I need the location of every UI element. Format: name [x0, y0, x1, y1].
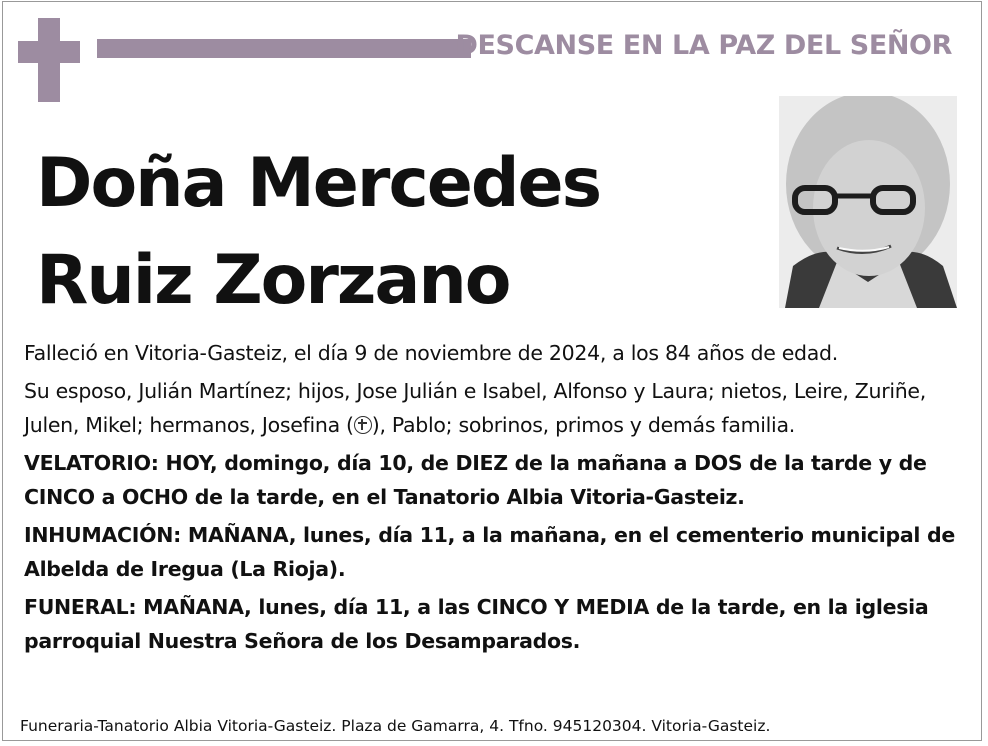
- wake-notice: VELATORIO: HOY, domingo, día 10, de DIEZ de la mañana a DOS de la tarde y de CINCO a OCHO de la tarde, en el Tanatorio Albia Vitoria-Gasteiz.: [24, 451, 927, 509]
- deceased-name: [36, 135, 600, 329]
- cross-in-circle-icon: [354, 416, 372, 434]
- header-rule: [97, 39, 471, 58]
- deceased-portrait: [779, 96, 957, 308]
- burial-notice: INHUMACIÓN: MAÑANA, lunes, día 11, a la mañana, en el cementerio municipal de Albelda de Iregua (La Rioja).: [24, 523, 955, 581]
- family-text-part1: Su esposo, Julián Martínez; hijos, Jose Julián e Isabel, Alfonso y Laura; nietos, Leire, Zuriñe, Julen, Mikel; hermanos, Josefina (: [24, 379, 926, 437]
- cross-horizontal-bar: [18, 41, 80, 63]
- family-notice: [24, 374, 959, 442]
- portrait-image: [779, 96, 957, 308]
- death-notice: Falleció en Vitoria-Gasteiz, el día 9 de noviembre de 2024, a los 84 años de edad.: [24, 341, 838, 365]
- deceased-name-line1: Doña Mercedes: [36, 144, 601, 223]
- funeral-notice: FUNERAL: MAÑANA, lunes, día 11, a las CINCO Y MEDIA de la tarde, en la iglesia parroquial Nuestra Señora de los Desamparados.: [24, 595, 929, 653]
- header-title: DESCANSE EN LA PAZ DEL SEÑOR: [455, 30, 952, 61]
- obituary-body: [24, 336, 959, 662]
- funeral-home-footer: Funeraria-Tanatorio Albia Vitoria-Gasteiz. Plaza de Gamarra, 4. Tfno. 945120304. Vitoria-Gasteiz.: [20, 717, 771, 735]
- family-text-part2: ), Pablo; sobrinos, primos y demás familia.: [371, 413, 795, 437]
- deceased-name-line2: Ruiz Zorzano: [36, 241, 510, 320]
